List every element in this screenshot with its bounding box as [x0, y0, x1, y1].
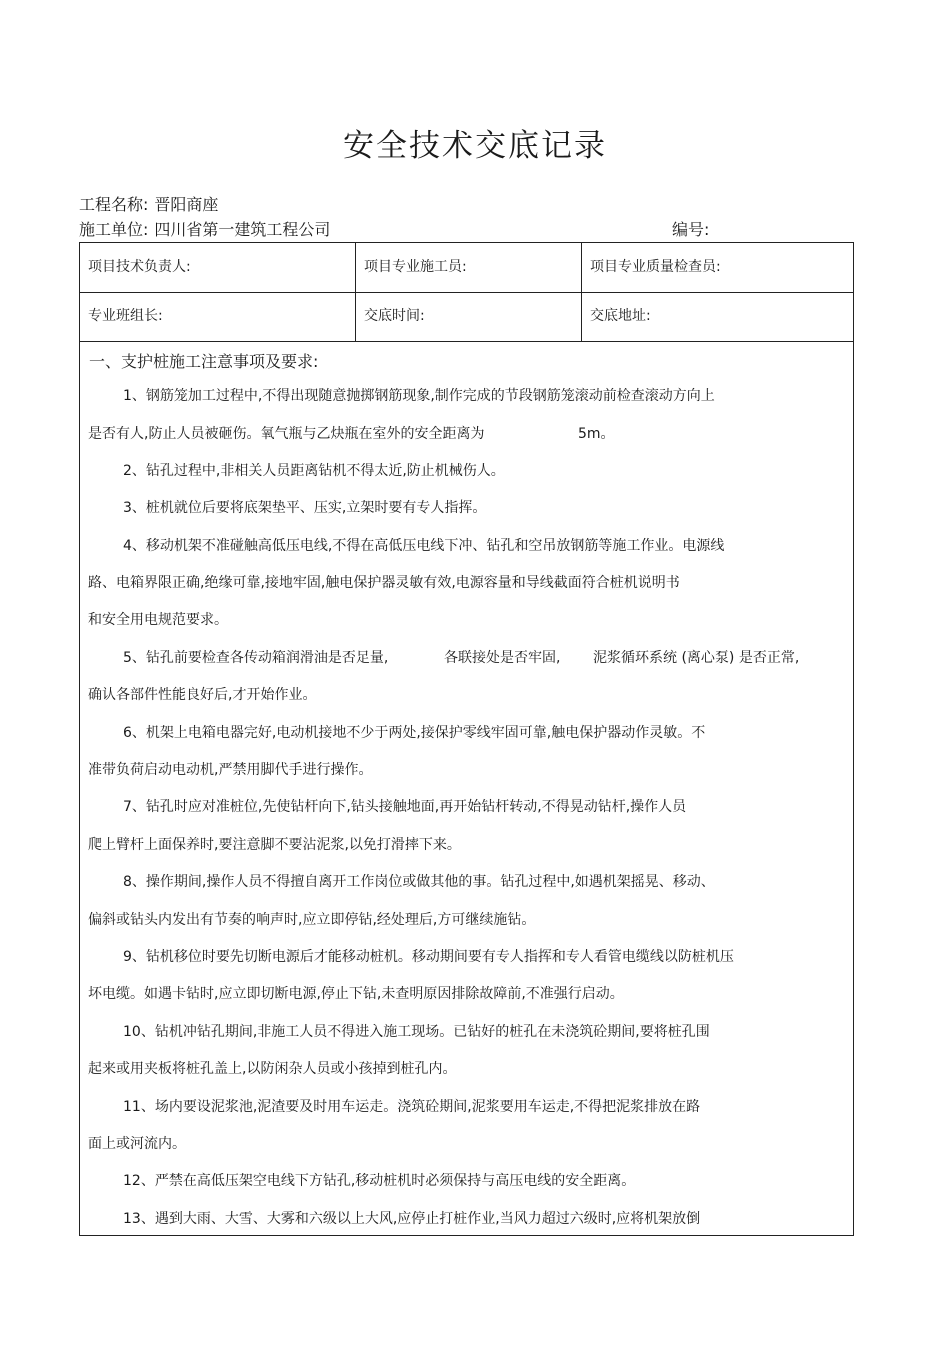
text-line: 坏电缆。如遇卡钻时,应立即切断电源,停止下钻,未查明原因排除故障前,不准强行启动。 [88, 986, 624, 1002]
briefing-sheet [79, 242, 854, 1236]
info-row [80, 292, 853, 342]
number-label: 编号: [672, 220, 710, 239]
text-line: 和安全用电规范要求。 [88, 612, 228, 628]
text-line: 是否有人,防止人员被砸伤。氧气瓶与乙炔瓶在室外的安全距离为 [88, 426, 485, 442]
text-line: 8、操作期间,操作人员不得擅自离开工作岗位或做其他的事。钻孔过程中,如遇机架摇晃、移动、 [123, 874, 715, 890]
text-line: 13、遇到大雨、大雪、大雾和六级以上大风,应停止打桩作业,当风力超过六级时,应将机架放倒 [123, 1211, 701, 1227]
text-line: 11、场内要设泥浆池,泥渣要及时用车运走。浇筑砼期间,泥浆要用车运走,不得把泥浆排放在路 [123, 1099, 701, 1115]
text-line: 5m。 [578, 426, 615, 442]
text-line: 2、钻孔过程中,非相关人员距离钻机不得太近,防止机械伤人。 [123, 463, 505, 479]
text-line: 各联接处是否牢固, [444, 650, 561, 666]
requirements-section [80, 341, 853, 1235]
text-line: 泥浆循环系统 (离心泵) 是否正常, [593, 650, 800, 666]
text-line: 准带负荷启动电动机,严禁用脚代手进行操作。 [88, 762, 373, 778]
text-line: 12、严禁在高低压架空电线下方钻孔,移动桩机时必须保持与高压电线的安全距离。 [123, 1173, 636, 1189]
tech-lead-cell: 项目技术负责人: [80, 243, 356, 292]
unit-name: 四川省第一建筑工程公司 [154, 220, 331, 239]
text-line: 面上或河流内。 [88, 1136, 186, 1152]
text-line: 3、桩机就位后要将底架垫平、压实,立架时要有专人指挥。 [123, 500, 487, 516]
team-leader-cell: 专业班组长: [80, 292, 356, 341]
text-line: 爬上臂杆上面保养时,要注意脚不要沾泥浆,以免打滑摔下来。 [88, 837, 461, 853]
briefing-time-cell: 交底时间: [356, 292, 582, 341]
site-builder-cell: 项目专业施工员: [356, 243, 582, 292]
section-title: 一、支护桩施工注意事项及要求: [89, 352, 319, 371]
text-line: 路、电箱界限正确,绝缘可靠,接地牢固,触电保护器灵敏有效,电源容量和导线截面符合桩机说明书 [88, 575, 680, 591]
project-label: 工程名称: [79, 195, 149, 214]
text-line: 起来或用夹板将桩孔盖上,以防闲杂人员或小孩掉到桩孔内。 [88, 1061, 457, 1077]
text-line: 6、机架上电箱电器完好,电动机接地不少于两处,接保护零线牢固可靠,触电保护器动作灵敏。不 [123, 725, 706, 741]
text-line: 4、移动机架不准碰触高低压电线,不得在高低压电线下冲、钻孔和空吊放钢筋等施工作业。电源线 [123, 538, 725, 554]
unit-label: 施工单位: [79, 220, 149, 239]
info-row [80, 243, 853, 293]
text-line: 9、钻机移位时要先切断电源后才能移动桩机。移动期间要有专人指挥和专人看管电缆线以防桩机压 [123, 949, 734, 965]
briefing-location-cell: 交底地址: [590, 308, 651, 324]
text-line: 5、钻孔前要检查各传动箱润滑油是否足量, [123, 650, 389, 666]
text-line: 1、钢筋笼加工过程中,不得出现随意抛掷钢筋现象,制作完成的节段钢筋笼滚动前检查滚动方向上 [123, 388, 715, 404]
project-name: 晋阳商座 [154, 195, 219, 214]
quality-inspector-cell: 项目专业质量检查员: [590, 259, 721, 275]
unit-line [79, 217, 330, 240]
text-line: 7、钻孔时应对准桩位,先使钻杆向下,钻头接触地面,再开始钻杆转动,不得晃动钻杆,操作人员 [123, 799, 687, 815]
text-line: 偏斜或钻头内发出有节奏的响声时,应立即停钻,经处理后,方可继续施钻。 [88, 912, 536, 928]
document-title: 安全技术交底记录 [343, 128, 607, 164]
text-line: 确认各部件性能良好后,才开始作业。 [88, 687, 317, 703]
text-line: 10、钻机冲钻孔期间,非施工人员不得进入施工现场。已钻好的桩孔在未浇筑砼期间,要将桩孔围 [123, 1024, 710, 1040]
project-line [79, 192, 218, 215]
